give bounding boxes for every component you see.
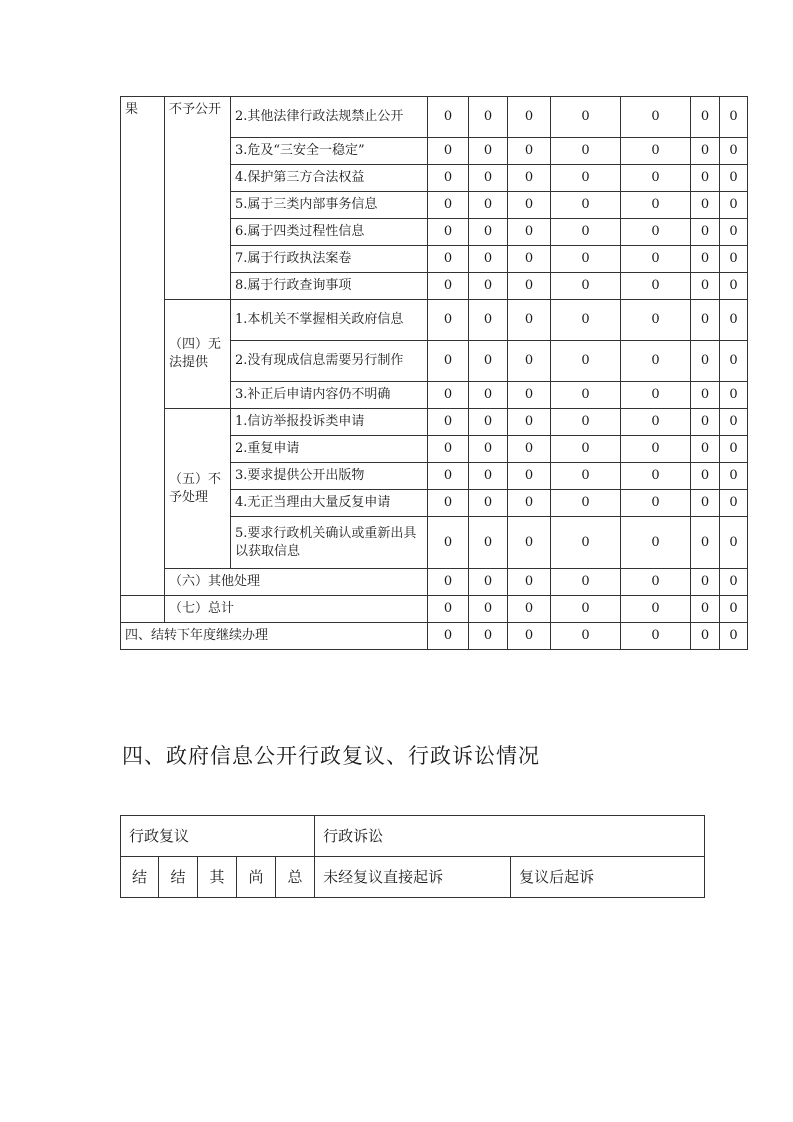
value-cell: 0 (551, 463, 621, 490)
row-group-cell: （六）其他处理 (165, 569, 428, 596)
value-cell: 0 (621, 517, 691, 569)
value-cell: 0 (469, 382, 508, 409)
value-cell: 0 (720, 341, 748, 382)
value-cell: 0 (621, 165, 691, 192)
table-row (121, 596, 748, 623)
value-cell: 0 (621, 490, 691, 517)
review-litigation-table (120, 815, 705, 898)
value-cell: 0 (469, 219, 508, 246)
value-cell: 0 (508, 569, 551, 596)
row-group-cell: 不予公开 (165, 97, 231, 300)
value-cell: 0 (428, 382, 469, 409)
row-item-cell: 1.信访举报投诉类申请 (231, 409, 428, 436)
value-cell: 0 (621, 569, 691, 596)
value-cell: 0 (621, 273, 691, 300)
row-item-cell: 5.要求行政机关确认或重新出具以获取信息 (231, 517, 428, 569)
value-cell: 0 (551, 300, 621, 341)
value-cell: 0 (720, 463, 748, 490)
value-cell: 0 (551, 273, 621, 300)
table-row (121, 569, 748, 596)
value-cell: 0 (720, 569, 748, 596)
value-cell: 0 (508, 97, 551, 138)
value-cell: 0 (551, 165, 621, 192)
review-col-header: 结 (159, 857, 198, 898)
review-col-header: 其 (198, 857, 237, 898)
value-cell: 0 (469, 463, 508, 490)
row-item-cell: 4.保护第三方合法权益 (231, 165, 428, 192)
value-cell: 0 (691, 97, 720, 138)
value-cell: 0 (720, 596, 748, 623)
value-cell: 0 (469, 246, 508, 273)
value-cell: 0 (621, 382, 691, 409)
value-cell: 0 (720, 436, 748, 463)
value-cell: 0 (428, 97, 469, 138)
value-cell: 0 (691, 517, 720, 569)
value-cell: 0 (508, 246, 551, 273)
value-cell: 0 (621, 300, 691, 341)
value-cell: 0 (469, 165, 508, 192)
value-cell: 0 (428, 436, 469, 463)
value-cell: 0 (469, 138, 508, 165)
value-cell: 0 (720, 97, 748, 138)
value-cell: 0 (508, 192, 551, 219)
value-cell: 0 (691, 273, 720, 300)
value-cell: 0 (508, 341, 551, 382)
value-cell: 0 (551, 138, 621, 165)
value-cell: 0 (551, 623, 621, 650)
value-cell: 0 (551, 246, 621, 273)
value-cell: 0 (551, 382, 621, 409)
row-item-cell: 4.无正当理由大量反复申请 (231, 490, 428, 517)
value-cell: 0 (428, 273, 469, 300)
value-cell: 0 (720, 517, 748, 569)
value-cell: 0 (621, 219, 691, 246)
value-cell: 0 (691, 623, 720, 650)
value-cell: 0 (428, 623, 469, 650)
value-cell: 0 (508, 219, 551, 246)
value-cell: 0 (691, 436, 720, 463)
value-cell: 0 (691, 246, 720, 273)
value-cell: 0 (691, 192, 720, 219)
value-cell: 0 (720, 409, 748, 436)
value-cell: 0 (551, 219, 621, 246)
admin-litigation-header: 行政诉讼 (315, 816, 705, 857)
value-cell: 0 (469, 623, 508, 650)
value-cell: 0 (691, 596, 720, 623)
value-cell: 0 (428, 463, 469, 490)
value-cell: 0 (720, 273, 748, 300)
value-cell: 0 (508, 463, 551, 490)
row-item-cell: 3.要求提供公开出版物 (231, 463, 428, 490)
value-cell: 0 (469, 517, 508, 569)
value-cell: 0 (621, 623, 691, 650)
value-cell: 0 (720, 300, 748, 341)
value-cell: 0 (469, 97, 508, 138)
row-group-cell: （五）不予处理 (165, 409, 231, 569)
value-cell: 0 (720, 192, 748, 219)
row-group-cell: （四）无法提供 (165, 300, 231, 409)
row-item-cell: 2.重复申请 (231, 436, 428, 463)
value-cell: 0 (428, 517, 469, 569)
value-cell: 0 (469, 569, 508, 596)
value-cell: 0 (551, 517, 621, 569)
value-cell: 0 (508, 300, 551, 341)
value-cell: 0 (691, 569, 720, 596)
table-row (121, 623, 748, 650)
value-cell: 0 (508, 165, 551, 192)
value-cell: 0 (551, 569, 621, 596)
value-cell: 0 (691, 300, 720, 341)
value-cell: 0 (551, 409, 621, 436)
value-cell: 0 (469, 596, 508, 623)
value-cell: 0 (428, 569, 469, 596)
value-cell: 0 (621, 97, 691, 138)
value-cell: 0 (551, 436, 621, 463)
row-group-cell: （七）总计 (165, 596, 428, 623)
review-col-header: 尚 (237, 857, 276, 898)
value-cell: 0 (469, 409, 508, 436)
value-cell: 0 (508, 623, 551, 650)
value-cell: 0 (428, 300, 469, 341)
row-item-cell: 7.属于行政执法案卷 (231, 246, 428, 273)
value-cell: 0 (469, 273, 508, 300)
value-cell: 0 (691, 341, 720, 382)
value-cell: 0 (551, 596, 621, 623)
value-cell: 0 (508, 409, 551, 436)
value-cell: 0 (469, 192, 508, 219)
row-item-cell: 3.补正后申请内容仍不明确 (231, 382, 428, 409)
value-cell: 0 (428, 138, 469, 165)
value-cell: 0 (428, 219, 469, 246)
value-cell: 0 (551, 341, 621, 382)
value-cell: 0 (428, 409, 469, 436)
value-cell: 0 (428, 341, 469, 382)
value-cell: 0 (720, 246, 748, 273)
value-cell: 0 (720, 623, 748, 650)
applications-result-table (120, 96, 748, 650)
litigation-after-review-header: 复议后起诉 (511, 857, 705, 898)
row-item-cell: 3.危及“三安全一稳定” (231, 138, 428, 165)
value-cell: 0 (720, 165, 748, 192)
admin-review-header: 行政复议 (121, 816, 315, 857)
value-cell: 0 (621, 463, 691, 490)
value-cell: 0 (691, 138, 720, 165)
row-item-cell: 1.本机关不掌握相关政府信息 (231, 300, 428, 341)
value-cell: 0 (621, 436, 691, 463)
value-cell: 0 (720, 490, 748, 517)
value-cell: 0 (551, 97, 621, 138)
value-cell: 0 (691, 490, 720, 517)
value-cell: 0 (691, 382, 720, 409)
value-cell: 0 (621, 192, 691, 219)
value-cell: 0 (691, 409, 720, 436)
value-cell: 0 (428, 596, 469, 623)
row-category-cell (121, 596, 165, 623)
value-cell: 0 (428, 192, 469, 219)
value-cell: 0 (428, 490, 469, 517)
table-row (121, 409, 748, 436)
value-cell: 0 (621, 596, 691, 623)
row-category-cell: 果 (121, 97, 165, 596)
value-cell: 0 (551, 192, 621, 219)
value-cell: 0 (469, 436, 508, 463)
value-cell: 0 (691, 463, 720, 490)
value-cell: 0 (469, 490, 508, 517)
value-cell: 0 (621, 341, 691, 382)
review-col-header: 结 (121, 857, 159, 898)
value-cell: 0 (469, 300, 508, 341)
value-cell: 0 (508, 273, 551, 300)
value-cell: 0 (508, 138, 551, 165)
section-title: 四、政府信息公开行政复议、行政诉讼情况 (122, 744, 540, 768)
value-cell: 0 (720, 219, 748, 246)
value-cell: 0 (508, 517, 551, 569)
table-row (121, 97, 748, 138)
review-col-header: 总 (276, 857, 315, 898)
row-item-cell: 6.属于四类过程性信息 (231, 219, 428, 246)
value-cell: 0 (621, 138, 691, 165)
row-category-cell: 四、结转下年度继续办理 (121, 623, 428, 650)
value-cell: 0 (720, 382, 748, 409)
row-item-cell: 8.属于行政查询事项 (231, 273, 428, 300)
value-cell: 0 (691, 219, 720, 246)
value-cell: 0 (720, 138, 748, 165)
value-cell: 0 (621, 246, 691, 273)
value-cell: 0 (508, 436, 551, 463)
litigation-direct-header: 未经复议直接起诉 (315, 857, 511, 898)
value-cell: 0 (508, 490, 551, 517)
value-cell: 0 (508, 382, 551, 409)
value-cell: 0 (508, 596, 551, 623)
value-cell: 0 (469, 341, 508, 382)
table-row (121, 300, 748, 341)
row-item-cell: 5.属于三类内部事务信息 (231, 192, 428, 219)
value-cell: 0 (428, 165, 469, 192)
row-item-cell: 2.其他法律行政法规禁止公开 (231, 97, 428, 138)
value-cell: 0 (621, 409, 691, 436)
value-cell: 0 (428, 246, 469, 273)
row-item-cell: 2.没有现成信息需要另行制作 (231, 341, 428, 382)
value-cell: 0 (551, 490, 621, 517)
value-cell: 0 (691, 165, 720, 192)
